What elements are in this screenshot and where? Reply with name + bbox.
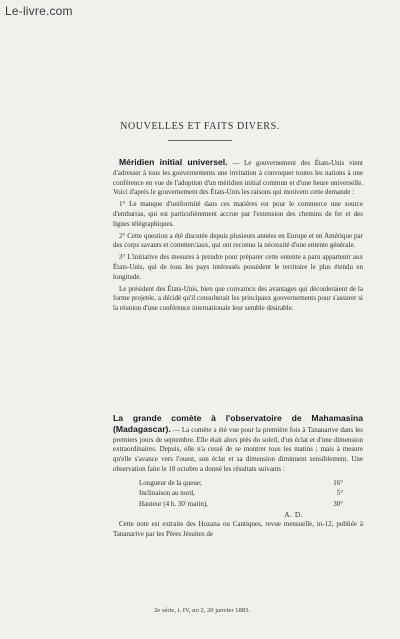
article-signature: A. D.: [284, 510, 303, 519]
article-comete-heading: La grande comète à l'observatoire de Mahamasina (Madagascar).: [113, 413, 363, 434]
article-meridien: [113, 158, 363, 314]
observation-row: [113, 478, 363, 488]
observation-label: Longueur de la queue;: [139, 478, 202, 487]
watermark: Le-livre.com: [5, 4, 73, 18]
section-title: NOUVELLES ET FAITS DIVERS.: [120, 121, 280, 132]
article-comete-note: Cette note est extraite des Hozana ou Cantiques, revue mensuelle, in-12, publiée à Tananarive par les Pères Jésuites de: [113, 519, 363, 538]
article-meridien-intro-text: — Le gouvernement des États-Unis vient d'adresser à tous les gouvernements une invitation à convoquer toutes les nations à une conférence en vue de l'adoption d'un méridien initial commun et d'une heure universelle. Voici d'après le gouvernement des États-Unis les raisons qui motivent cette demande :: [113, 159, 363, 197]
observation-value: 16°: [333, 478, 343, 487]
article-meridien-point-1: 1° Le manque d'uniformité dans ces matières est pour le commerce une source d'embarras, qui est particulièrement accrue par l'extension des chemins de fer et des lignes télégraphiques.: [113, 200, 363, 228]
observation-value: 5°: [336, 489, 343, 498]
observation-value: 30°: [333, 499, 343, 508]
article-meridien-point-2: 2° Cette question a été discutée depuis plusieurs années en Europe et en Amérique par des corps savants et commerciaux, qui ont reconnu la nécessité d'une entente générale.: [113, 231, 363, 250]
observation-label: Hauteur (4 h. 30' matin),: [139, 499, 208, 508]
article-meridien-point-3: 3° L'initiative des mesures à prendre pour préparer cette entente a paru appartenir aux États-Unis, qui de tous les pays intéressés possèdent le territoire le plus étendu en longitude.: [113, 253, 363, 281]
article-meridien-heading: Méridien initial universel.: [119, 157, 228, 167]
article-comete: [113, 414, 363, 539]
article-meridien-closing: Le président des États-Unis, bien que convaincu des avantages qui découleraient de la forme projetée, a décidé qu'il consulterait les principaux gouvernements pour s'assurer si la réunion d'une conférence internationale leur semble désirable.: [113, 284, 363, 313]
article-comete-body-text: — La comète a été vue pour la première fois à Tananarive dans les premiers jours de septembre. Elle était alors près du soleil, d'un éclat et d'une dimension extraordinaires. Depuis, elle n'a cessé de se montrer tous les matins ; mais à mesure qu'elle s'avance vers l'ouest, son éclat et sa dimension diminuent sensiblement. Une observation faite le 18 octobre a donné les résultats suivants :: [113, 425, 363, 473]
page-footer: 2e série, t. IV, no 2, 20 janvier 1883.: [154, 607, 251, 614]
observation-table: [113, 478, 363, 509]
observation-label: Inclinaison au nord,: [139, 489, 195, 498]
observation-row: [113, 499, 363, 509]
observation-row: [113, 488, 363, 498]
article-meridien-intro: [113, 158, 363, 198]
title-rule: [168, 140, 232, 141]
article-comete-body: [113, 414, 363, 475]
